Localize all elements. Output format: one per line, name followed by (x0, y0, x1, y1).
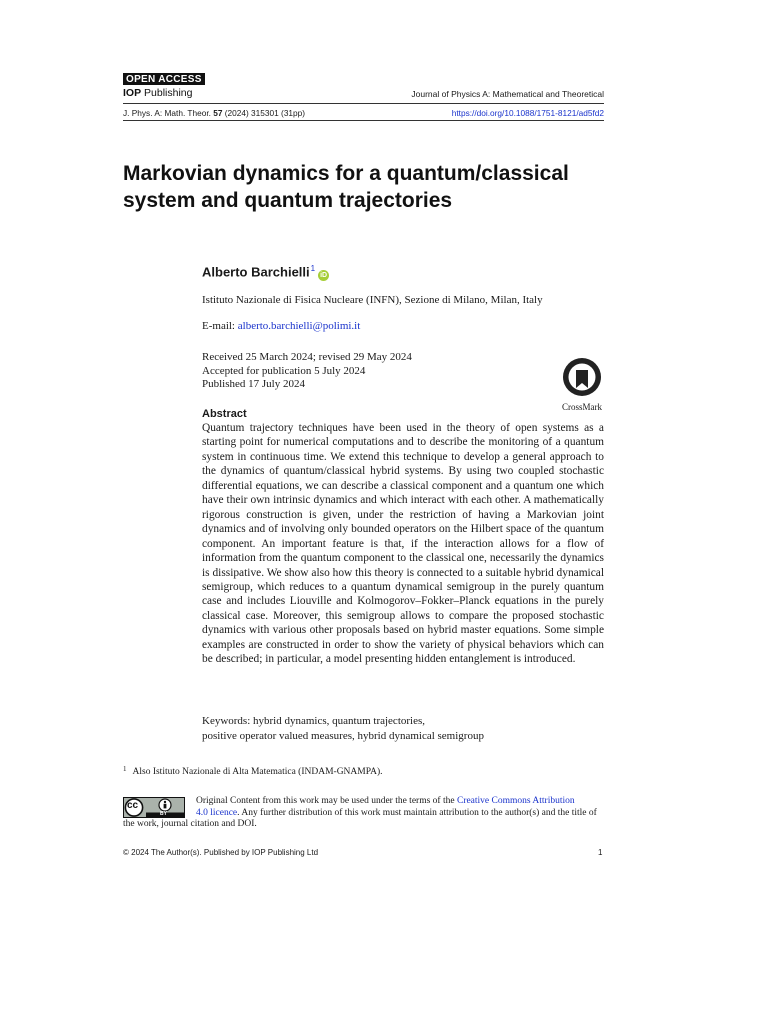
keywords-line-1: Keywords: hybrid dynamics, quantum trajectories, (202, 715, 426, 727)
publisher-rest: Publishing (141, 87, 193, 99)
publication-dates (202, 351, 412, 392)
footnote (123, 765, 383, 777)
header-rule-bottom (123, 120, 604, 121)
license-before: Original Content from this work may be used under the terms of the (196, 796, 457, 806)
footnote-mark: 1 (123, 765, 127, 773)
copyright-notice: © 2024 The Author(s). Published by IOP Publishing Ltd (123, 848, 319, 857)
author-name: Alberto Barchielli (202, 264, 310, 280)
citation-rest: (2024) 315301 (31pp) (222, 108, 306, 118)
by-label: BY (160, 811, 167, 817)
accepted-date: Accepted for publication 5 July 2024 (202, 364, 366, 377)
email-link[interactable]: alberto.barchielli@polimi.it (237, 320, 361, 332)
author-footnote-mark[interactable]: 1 (310, 264, 316, 273)
header-rule (123, 103, 604, 104)
received-date: Received 25 March 2024; revised 29 May 2024 (202, 351, 412, 363)
affiliation: Istituto Nazionale di Fisica Nucleare (INFN), Sezione di Milano, Milan, Italy (202, 294, 543, 306)
keywords-line-2: positive operator valued measures, hybrid dynamical semigroup (202, 729, 484, 742)
publisher-bold: IOP (123, 87, 142, 99)
keywords (202, 714, 484, 743)
article-title: Markovian dynamics for a quantum/classical system and quantum trajectories (123, 162, 569, 212)
journal-name: Journal of Physics A: Mathematical and Theoretical (411, 89, 604, 99)
citation-volume: 57 (213, 108, 223, 118)
publisher-logo (123, 87, 192, 99)
abstract-heading: Abstract (202, 408, 247, 420)
citation-prefix: J. Phys. A: Math. Theor. (123, 108, 214, 118)
published-date: Published 17 July 2024 (202, 378, 305, 390)
doi-link[interactable]: https://doi.org/10.1088/1751-8121/ad5fd2 (451, 108, 604, 118)
page-number: 1 (598, 848, 603, 857)
abstract-text: Quantum trajectory techniques have been used in the theory of open systems as a starting point for numerical computations and to describe the monitoring of a quantum system in continuous time. We extend this technique to develop a general approach to the dynamics of quantum/classical hybrid systems. By using two coupled stochastic differential equations, we can describe a classical component and a quantum one which have their own intrinsic dynamics and which interact with each other. A mathematically rigorous construction is given, under the restriction of having a Markovian joint dynamics and of involving only bounded operators on the Hilbert space of the quantum component. An important feature is that, if the interaction allows for a flow of information from the quantum component to the classical one, necessarily the dynamics is dissipative. We show also how this theory is connected to a suitable hybrid dynamical semigroup, which reduces to a quantum dynamical semigroup in the purely quantum case and includes Liouville and Kolmogorov–Fokker–Planck equations in the purely classical case. Moreover, this semigroup allows to compare the proposed stochastic dynamics with various other proposals based on hybrid master equations. Some simple examples are constructed in order to show the variety of physical behaviors which can be described; in particular, a model presenting hidden entanglement is introduced. (202, 422, 604, 666)
license-text (123, 796, 604, 831)
crossmark-badge[interactable] (556, 357, 608, 412)
cc-label: cc (127, 800, 139, 811)
journal-citation (123, 108, 305, 118)
author-line (202, 264, 329, 281)
open-access-badge: OPEN ACCESS (123, 73, 205, 85)
footnote-text: Also Istituto Nazionale di Alta Matematica (INDAM-GNAMPA). (132, 767, 383, 777)
cc-license-link[interactable]: Creative Commons Attribution (456, 796, 575, 806)
email-line (202, 320, 360, 332)
crossmark-icon (562, 357, 602, 397)
crossmark-label: CrossMark (562, 402, 602, 412)
licence-version-link[interactable]: 4.0 licence (196, 807, 238, 818)
email-label: E-mail: (202, 320, 238, 332)
license-after: . Any further distribution of this work must maintain attribution to the author(s) and the title of the work, journal citation and DOI. (123, 807, 597, 830)
orcid-icon[interactable]: iD (320, 272, 328, 280)
